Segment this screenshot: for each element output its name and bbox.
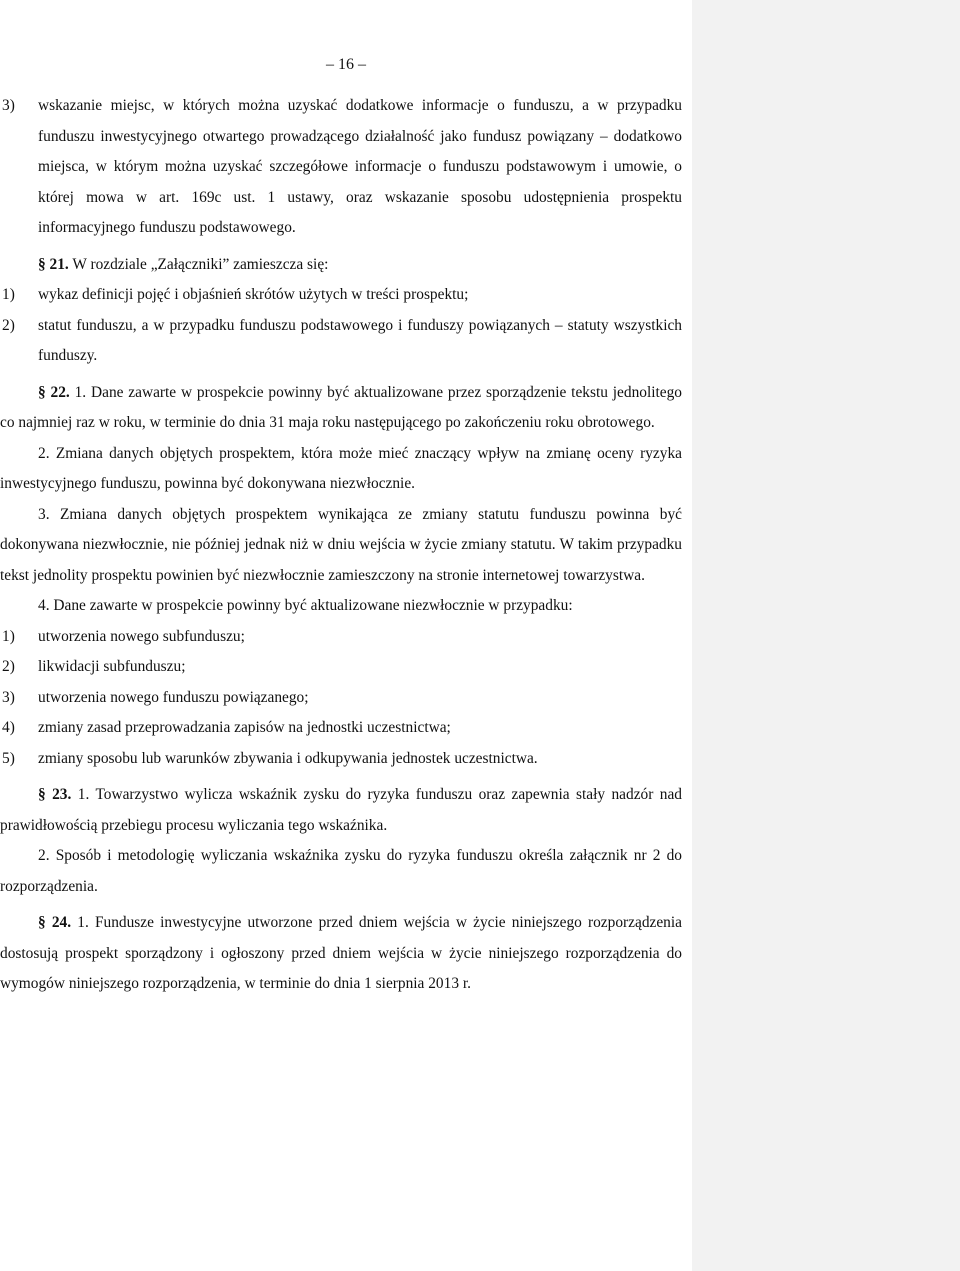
list-item-number: 4) [2,719,15,736]
section-21-intro: § 21. W rozdziale „Załączniki” zamieszcza się: [38,255,329,273]
list-item-text: statut funduszu, a w przypadku funduszu podstawowego i funduszy powiązanych – statuty wszystkich funduszy. [38,316,682,364]
list-item-number: 1) [2,627,15,645]
section-22-paragraph-1: § 22. 1. Dane zawarte w prospekcie powinny być aktualizowane przez sporządzenie tekstu jednolitego co najmniej raz w roku, w terminie do dnia 31 maja roku następującego po zakończeniu roku obrotowego. [0,383,683,431]
section-23-paragraph-2: 2. Sposób i metodologię wyliczania wskaźnika zysku do ryzyka funduszu określa załącznik nr 2 do rozporządzenia. [0,847,682,895]
list-item [0,280,682,311]
list-item-number: 3) [2,688,15,706]
list-item [0,683,682,714]
list-item-number: 2) [2,316,15,334]
section-mark: § 23. [38,786,72,803]
list-item-text: likwidacji subfunduszu; [38,658,186,675]
section-22-paragraph-3: 3. Zmiana danych objętych prospektem wynikająca ze zmiany statutu funduszu powinna być dokonywana niezwłocznie, nie później jednak niż w dniu wejścia w życie zmiany statutu. W takim przypadku tekst jednolity prospektu powinien być niezwłocznie zamieszczony na stronie internetowej towarzystwa. [0,505,682,584]
list-item-number: 2) [2,658,15,675]
section-mark: § 22. [38,383,70,401]
list-item [0,91,682,244]
list-item-text: utworzenia nowego subfunduszu; [38,627,245,645]
list-item [0,713,682,744]
list-item-text: wykaz definicji pojęć i objaśnień skrótów użytych w treści prospektu; [38,286,469,303]
section-22-paragraph-2: 2. Zmiana danych objętych prospektem, która może mieć znaczący wpływ na zmianę oceny ryzyka inwestycyjnego funduszu, powinna być dokonywana niezwłocznie. [0,444,682,492]
page-number: – 16 – [326,56,366,73]
list-item-text: zmiany zasad przeprowadzania zapisów na jednostki uczestnictwa; [38,719,451,736]
document-body [0,91,682,1000]
section-23-paragraph-1: § 23. 1. Towarzystwo wylicza wskaźnik zysku do ryzyka funduszu oraz zapewnia stały nadzór nad prawidłowością przebiegu procesu wyliczania tego wskaźnika. [0,786,682,834]
list-item [0,652,682,683]
list-item-number: 5) [2,749,15,767]
section-mark: § 24. [38,914,72,931]
section-mark: § 21. [38,255,69,273]
list-item-number: 1) [2,286,15,303]
list-item [0,744,682,775]
list-item-text: zmiany sposobu lub warunków zbywania i odkupywania jednostek uczestnictwa. [38,749,538,767]
list-item [0,622,682,653]
comment-margin-pane [692,0,960,1271]
list-item-text: utworzenia nowego funduszu powiązanego; [38,688,309,706]
list-item-text: wskazanie miejsc, w których można uzyskać dodatkowe informacje o funduszu, a w przypadku funduszu inwestycyjnego otwartego prowadzącego działalność jako fundusz powiązany – dodatkowo miejsca, w którym można uzyskać szczegółowe informacje o funduszu podstawowym i umowie, o której mowa w art. 169c ust. 1 ustawy, oraz wskazanie sposobu udostępnienia prospektu informacyjnego funduszu podstawowego. [38,97,682,236]
list-item-number: 3) [2,97,15,114]
section-22-paragraph-4: 4. Dane zawarte w prospekcie powinny być aktualizowane niezwłocznie w przypadku: [38,597,573,614]
section-24-paragraph-1: § 24. 1. Fundusze inwestycyjne utworzone przed dniem wejścia w życie niniejszego rozporządzenia dostosują prospekt sporządzony i ogłoszony przed dniem wejścia w życie niniejszego rozporządzenia do wymogów niniejszego rozporządzenia, w terminie do dnia 1 sierpnia 2013 r. [0,914,682,992]
list-item [0,311,682,372]
